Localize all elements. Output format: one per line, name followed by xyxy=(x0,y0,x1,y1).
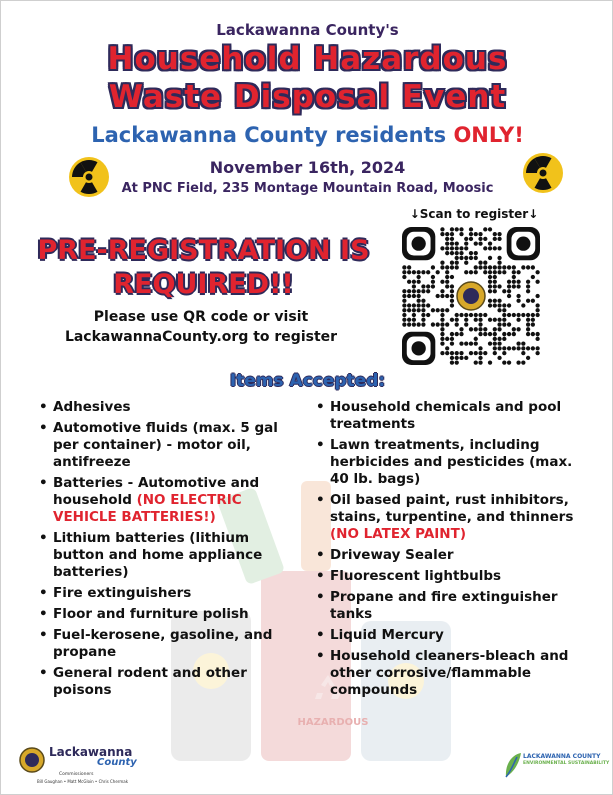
event-title-line2: Waste Disposal Event xyxy=(108,79,507,115)
accepted-item xyxy=(314,437,592,488)
accepted-item xyxy=(314,648,592,699)
pre-registration-headline-line2: REQUIRED!! xyxy=(113,269,294,300)
items-list-right xyxy=(314,399,592,703)
county-seal-icon xyxy=(19,747,45,773)
register-instruction-line2: LackawannaCounty.org to register xyxy=(64,329,338,345)
accepted-item-text: General rodent and other poisons xyxy=(53,665,247,698)
accepted-item xyxy=(314,568,592,585)
accepted-item xyxy=(37,606,297,623)
scan-to-register-label: ↓Scan to register↓ xyxy=(409,207,539,221)
radiation-hazard-icon xyxy=(523,153,563,193)
accepted-item xyxy=(314,399,592,433)
accepted-item-text: Automotive fluids (max. 5 gal per container) - motor oil, antifreeze xyxy=(53,420,278,470)
residents-notice xyxy=(1,123,613,147)
accepted-item-text: Oil based paint, rust inhibitors, stains, turpentine, and thinners xyxy=(330,492,574,525)
accepted-item xyxy=(37,420,297,471)
qr-code-icon[interactable] xyxy=(402,227,540,365)
accepted-item xyxy=(37,530,297,581)
environmental-sustainability-logo xyxy=(503,745,610,789)
accepted-item-restriction-note: (NO ELECTRIC VEHICLE BATTERIES!) xyxy=(53,492,242,525)
county-heading: Lackawanna County's xyxy=(216,21,399,39)
accepted-item xyxy=(314,492,592,543)
accepted-item-text: Floor and furniture polish xyxy=(53,606,249,622)
accepted-item xyxy=(37,665,297,699)
accepted-item-text: Driveway Sealer xyxy=(330,547,454,563)
event-location: At PNC Field, 235 Montage Mountain Road, Moosic xyxy=(121,181,494,196)
event-date: November 16th, 2024 xyxy=(209,158,406,177)
accepted-item xyxy=(314,627,592,644)
items-list-left xyxy=(37,399,297,703)
accepted-item xyxy=(314,547,592,564)
accepted-item-text: Household chemicals and pool treatments xyxy=(330,399,562,432)
accepted-item-text: Adhesives xyxy=(53,399,131,415)
accepted-item-text: Batteries - Automotive and household xyxy=(53,475,260,508)
sustainability-leaf-icon xyxy=(503,751,523,779)
left-logo-script: County xyxy=(97,757,137,768)
hazardous-bin-label: HAZARDOUS xyxy=(297,717,369,728)
left-logo-name: Lackawanna xyxy=(49,745,133,759)
residents-text: Lackawanna County residents xyxy=(91,123,447,147)
right-logo-line1: LACKAWANNA COUNTY xyxy=(523,753,601,760)
lackawanna-county-logo xyxy=(19,743,169,787)
accepted-item xyxy=(37,585,297,602)
left-logo-caption: Commissioners xyxy=(59,772,94,777)
accepted-item-text: Fire extinguishers xyxy=(53,585,192,601)
accepted-item-text: Household cleaners-bleach and other corrosive/flammable compounds xyxy=(330,648,569,698)
accepted-item-text: Propane and fire extinguisher tanks xyxy=(330,589,558,622)
accepted-item xyxy=(37,475,297,526)
accepted-item-text: Liquid Mercury xyxy=(330,627,444,643)
accepted-item-restriction-note: (NO LATEX PAINT) xyxy=(330,526,466,542)
right-logo-line2: ENVIRONMENTAL SUSTAINABILITY xyxy=(523,761,610,766)
accepted-item xyxy=(37,627,297,661)
items-accepted-heading: Items Accepted: xyxy=(229,371,386,391)
pre-registration-headline-line1: PRE-REGISTRATION IS xyxy=(37,235,370,266)
radiation-hazard-icon xyxy=(69,157,109,197)
residents-only-text: ONLY! xyxy=(453,123,524,147)
accepted-item xyxy=(314,589,592,623)
accepted-item xyxy=(37,399,297,416)
accepted-item-text: Lawn treatments, including herbicides and pesticides (max. 40 lb. bags) xyxy=(330,437,573,487)
register-instruction-line1: Please use QR code or visit xyxy=(93,309,309,325)
accepted-item-text: Lithium batteries (lithium button and home appliance batteries) xyxy=(53,530,263,580)
accepted-item-text: Fluorescent lightbulbs xyxy=(330,568,502,584)
accepted-item-text: Fuel-kerosene, gasoline, and propane xyxy=(53,627,273,660)
event-title-line1: Household Hazardous xyxy=(107,41,508,77)
left-logo-names: Bill Gaughan • Matt McGloin • Chris Chermak xyxy=(37,779,129,784)
